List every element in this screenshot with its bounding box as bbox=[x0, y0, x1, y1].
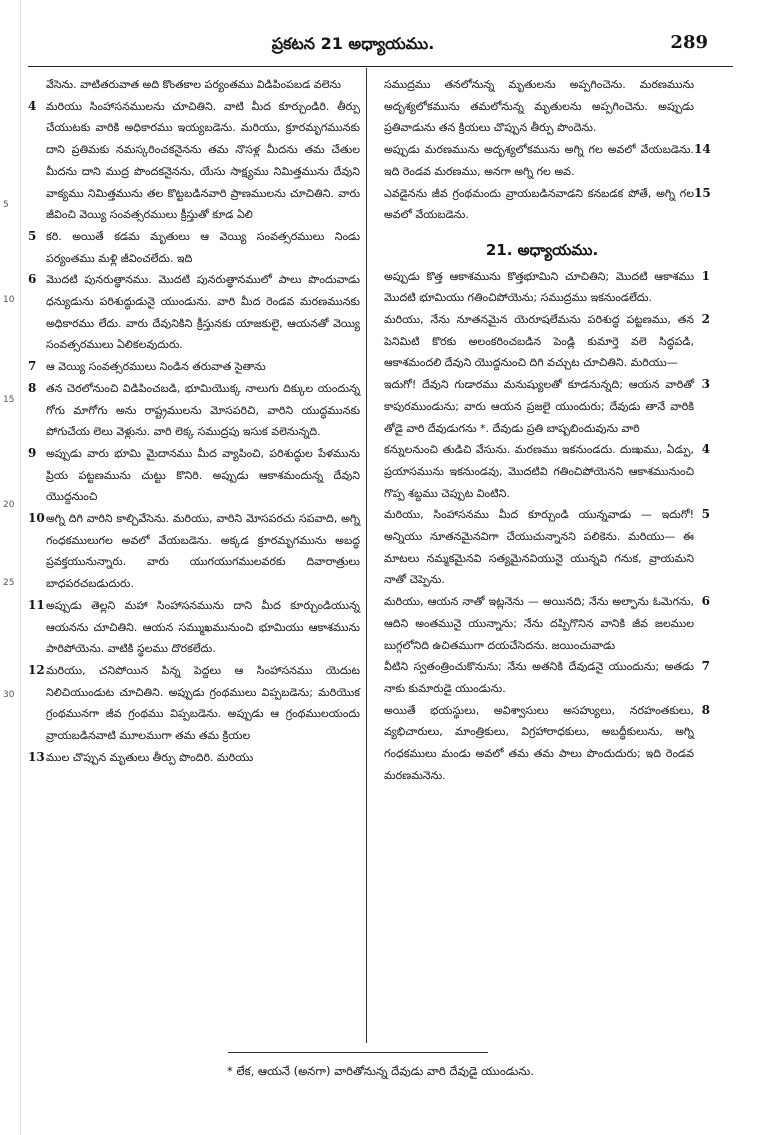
document-page bbox=[28, 0, 733, 1135]
page-header bbox=[28, 30, 733, 60]
verse-text: మరియు, నేను నూతనమైన యెరూషలేమను పరిశుద్ధ పట్టణము, తన పెనిమిటి కొరకు అలంకరించబడిన పెండ్లి కుమార్తె వలె సిద్ధపడి, ఆకాశమందలి దేవుని యొద్దనుంచి దిగి వచ్చుట చూచితిని. మరియు— bbox=[384, 313, 694, 370]
verse-text: అప్పుడు తెల్లని మహా సింహాసనమును దాని మీద కూర్చుండియున్న ఆయనను చూచితిని. ఆయన సమ్ముఖమునుంచి భూమియు ఆకాశమును పారిపోయెను. వాటికి స్థలము దొరకలేదు. bbox=[46, 598, 360, 656]
verse-number: 5 bbox=[701, 507, 710, 522]
verse-number: 3 bbox=[701, 377, 710, 392]
margin-mark: 20 bbox=[3, 500, 15, 510]
verse-number: 2 bbox=[701, 312, 710, 327]
verse-text: మొదటి పునరుత్థానము. మొదటి పునరుత్థానములో పాలు పొందువాడు ధన్యుడును పరిశుద్ధుడునై యుండును. వారి మీద రెండవ మరణమునకు అధికారము లేదు. వారు దేవునికిని క్రీస్తునకు యాజకులై, ఆయనతో వెయ్యి సంవత్సరములు ఏలికలవుదురు. bbox=[46, 273, 360, 352]
verse bbox=[374, 139, 710, 182]
verse-text: మరియు సింహాసనములను చూచితిని. వాటి మీద కూర్చుండిరి. తీర్పు చేయుటకు వారికి అధికారము ఇయ్యబడెను. మరియు, క్రూరమృగమునకు దాని ప్రతిమకు నమస్కరించకనైనను తమ నొసళ్ల మీదను తమ చేతుల మీదను దాని ముద్ర పొందకనైనను, యేసు సాక్ష్యము నిమిత్తమును దేవుని వాక్యము నిమిత్తమును తల కొట్టబడినవారి ప్రాణములను చూచితిని. వారు జీవించి వెయ్యి సంవత్సరములు క్రీస్తుతో కూడ ఏలి bbox=[46, 99, 360, 222]
verse bbox=[374, 183, 710, 226]
verse bbox=[374, 374, 710, 439]
verse-number: 8 bbox=[701, 702, 710, 717]
verse-text: ఇదుగో! దేవుని గుడారము మనుష్యులతో కూడనున్నది; ఆయన వారితో కాపురముండును; వారు ఆయన ప్రజలై యుందురు; దేవుడు తానే వారికి తోడై వారి దేవుడుగను *. దేవుడు ప్రతి బాష్పబిందువును వారి bbox=[384, 378, 694, 435]
verse-text: అగ్ని దిగి వారిని కాల్చివేసెను. మరియు, వారిని మోసపరచు సపవాది, అగ్ని గంధకములుగల అవలో వేయబడెను. అక్కడ క్రూరమృగమును అబద్ధ ప్రవక్తయునున్నారు. వారు యుగయుగములవరకు దివారాత్రులు బాధపరచబడుదురు. bbox=[46, 512, 360, 591]
verse-number: 12 bbox=[28, 662, 45, 677]
verse bbox=[374, 439, 710, 504]
verse-number: 6 bbox=[701, 594, 710, 609]
footnote-rule bbox=[228, 1052, 488, 1053]
margin-mark: 15 bbox=[3, 395, 15, 405]
column-divider bbox=[366, 68, 367, 1043]
verse bbox=[28, 595, 360, 660]
verse bbox=[28, 508, 360, 595]
verse-number: 4 bbox=[28, 98, 37, 113]
verse-number: 4 bbox=[701, 442, 710, 457]
left-margin-strip bbox=[0, 0, 21, 1135]
verse-number: 15 bbox=[694, 185, 711, 200]
verse bbox=[28, 747, 360, 769]
verse bbox=[28, 443, 360, 508]
verse-text: వేసెను. వాటితరువాత అది కొంతకాల పర్యంతము విడిపింపబడ వలెను bbox=[46, 78, 341, 91]
page-number: 289 bbox=[670, 32, 708, 53]
verse-text: కరి. అయితే కడమ మృతులు ఆ వెయ్యి సంవత్సరములు నిండు పర్యంతము మళ్లి జీవించలేదు. ఇది bbox=[46, 229, 360, 265]
verse bbox=[374, 309, 710, 374]
verse-text: మరియు, సింహాసనము మీద కూర్చుండి యున్నవాడు — ఇదుగో! అన్నియు నూతనమైనవిగా చేయుచున్నానని పలికెను. మరియు— ఈ మాటలు నమ్మకమైనవి సత్యమైనవియునై యున్నవి గనుక, వ్రాయమని నాతో చెప్పెను. bbox=[384, 508, 694, 587]
verse bbox=[374, 700, 710, 787]
verse-text: కన్నులనుంచి తుడిచి వేసును. మరణము ఇకనుండదు. దుఃఖము, ఏడ్పు, ప్రయాసమును ఇకనుండవు, మొదటివి గతించిపోయెనని ఆకాశమునుంచి గొప్ప శబ్దము చెప్పుట వింటిని. bbox=[384, 443, 694, 500]
verse-text: సముద్రము తనలోనున్న మృతులను అప్పగించెను. మరణమును అదృశ్యలోకమును తమలోనున్న మృతులను అప్పగించెను. అప్పుడు ప్రతివాడును తన క్రియలు చొప్పున తీర్పు పొందెను. bbox=[384, 78, 694, 135]
verse-text: అప్పుడు కొత్త ఆకాశమును కొత్తభూమిని చూచితిని; మొదటి ఆకాశము మొదటి భూమియు గతించిపోయెను; సముద్రము ఇకనుండలేదు. bbox=[384, 269, 694, 305]
verse-number: 7 bbox=[28, 359, 37, 374]
footnote: * లేక, ఆయనే (అనగా) వారితోనున్న దేవుడు వారి దేవుడై యుండును. bbox=[227, 1064, 534, 1078]
verse-text: తన చెరలోనుంచి విడిపించబడి, భూమియొక్క నాలుగు దిక్కుల యందున్న గోగు మాగోగు అను రాష్ట్రములను మోసపరిచి, వారిని యుద్ధమునకు పోగుచేయ లెలు వెళ్లును. వారి లెక్క సముద్రపు ఇసుక వలెనున్నది. bbox=[46, 381, 360, 439]
verse bbox=[374, 504, 710, 591]
left-column bbox=[28, 74, 360, 1029]
verse bbox=[28, 660, 360, 747]
verse-text: అప్పుడు మరణమును అదృశ్యలోకమును అగ్ని గల అవలో వేయబడెను. ఇది రెండవ మరణము, అనగా అగ్ని గల అవ. bbox=[384, 143, 694, 178]
verse-number: 14 bbox=[694, 142, 711, 157]
verse-number: 6 bbox=[28, 272, 37, 287]
verse-number: 10 bbox=[28, 511, 45, 526]
margin-mark: 10 bbox=[3, 295, 15, 305]
verse bbox=[28, 356, 360, 378]
verse-text: ఎవడైనను జీవ గ్రంథమందు వ్రాయబడినవాడని కనబడక పోతే, అగ్ని గల అవలో వేయబడెను. bbox=[384, 186, 694, 222]
verse-number: 5 bbox=[28, 228, 37, 243]
margin-mark: 30 bbox=[3, 690, 15, 700]
verse-number: 13 bbox=[28, 749, 45, 764]
verse-text: అప్పుడు వారు భూమి మైదానము మీద వ్యాపించి, పరిశుద్ధుల పేళమును ప్రియ పట్టణమును చుట్టు కొనిరి. అప్పుడు ఆకాశమందున్న దేవుని యొద్దనుంచి bbox=[46, 446, 360, 504]
verse bbox=[374, 656, 710, 699]
verse bbox=[28, 226, 360, 269]
verse-text: మరియు, ఆయన నాతో ఇట్లనెను — అయినది; నేను అల్ఫాను ఓమెగను, ఆదిని అంతమునై యున్నాను; నేను దప్పిగొనిన వానికి జీవ జలముల బుగ్గలోనిది ఉచితముగా దయచేసెదను. జయించువాడు bbox=[384, 595, 694, 652]
verse-number: 7 bbox=[701, 659, 710, 674]
verse-text: మరియు, చనిపోయిన పిన్న పెద్దలు ఆ సింహాసనము యెదుట నిలిచియుండుట చూచితిని. అప్పుడు గ్రంథములు విప్పబడెను; మరియొక గ్రంథమునగా జీవ గ్రంథము విప్పబడెను. అప్పుడు ఆ గ్రంథములయందు వ్రాయబడినవాటి మూలముగా తమ తమ క్రియల bbox=[46, 663, 360, 743]
verse-text: వీటిని స్వతంత్రించుకొనును; నేను అతనికి దేవుడనై యుందును; అతడు నాకు కుమారుడై యుండును. bbox=[384, 660, 694, 695]
verse-number: 8 bbox=[28, 380, 37, 395]
verse bbox=[374, 74, 710, 139]
verse bbox=[28, 378, 360, 443]
verse-number: 11 bbox=[28, 597, 45, 612]
verse-number: 9 bbox=[28, 445, 37, 460]
verse bbox=[28, 269, 360, 356]
verse-text: ముల చొప్పున మృతులు తీర్పు పొందిరి. మరియు bbox=[46, 750, 254, 764]
header-rule bbox=[28, 66, 733, 67]
verse bbox=[374, 266, 710, 309]
verse-text: ఆ వెయ్యి సంవత్సరములు నిండిన తరువాత సైతాను bbox=[46, 360, 266, 374]
verse bbox=[28, 74, 360, 96]
margin-mark: 25 bbox=[3, 578, 15, 588]
verse bbox=[28, 96, 360, 226]
chapter-heading: 21. అధ్యాయము. bbox=[485, 240, 599, 259]
right-column bbox=[374, 74, 710, 1029]
verse bbox=[374, 591, 710, 656]
verse-text: అయితే భయస్థులు, అవిశ్వాసులు అసహ్యులు, నరహంతకులు, వ్యభిచారులు, మాంత్రికులు, విగ్రహారాధకులు, అబద్ధీకులును, అగ్ని గంధకములు మండు అవలో తమ తమ పాలు పొందుదురు; ఇది రెండవ మరణమనెను. bbox=[384, 703, 694, 782]
margin-mark: 5 bbox=[3, 200, 9, 210]
page-title: ప్రకటన 21 అధ్యాయము. bbox=[271, 34, 435, 53]
verse-number: 1 bbox=[701, 268, 710, 283]
